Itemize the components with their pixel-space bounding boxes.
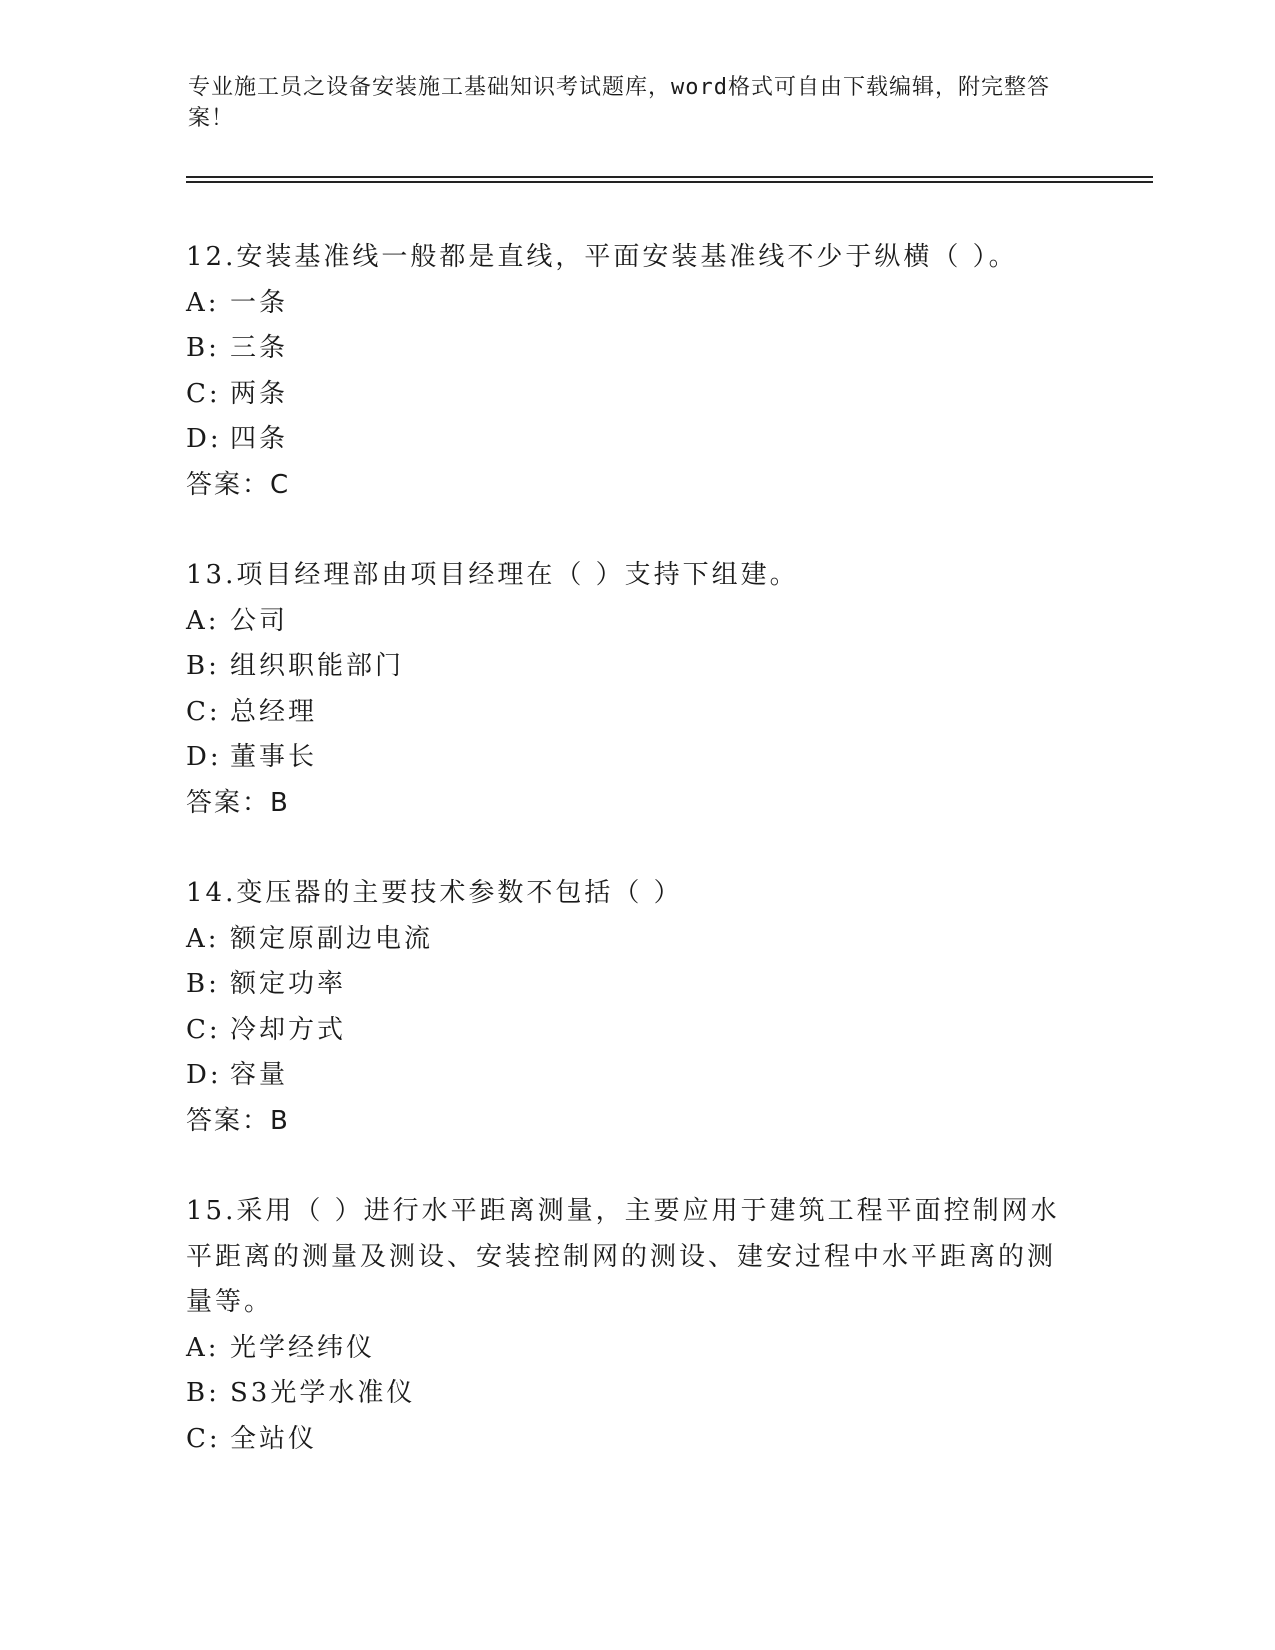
option-letter: A:	[186, 287, 220, 318]
option-letter: C:	[186, 1014, 221, 1045]
option-text: 公司	[230, 605, 289, 636]
option-c	[186, 1008, 1066, 1054]
option-letter: D:	[186, 742, 222, 772]
option-c	[186, 690, 1066, 736]
option-b	[186, 1371, 1066, 1417]
option-letter: A:	[186, 605, 220, 636]
option-text: 四条	[230, 424, 289, 454]
question-stem: 12.安装基准线一般都是直线，平面安装基准线不少于纵横（ ）。	[186, 242, 1018, 272]
question-12	[186, 235, 1066, 508]
option-text: 一条	[230, 287, 289, 318]
option-letter: C:	[186, 696, 221, 727]
option-d	[186, 735, 1066, 781]
option-text: 组织职能部门	[230, 651, 405, 681]
option-text: 三条	[230, 333, 289, 363]
option-letter: D:	[186, 1060, 222, 1090]
option-a	[186, 281, 1066, 327]
option-letter: B:	[186, 333, 220, 363]
option-text: 光学经纬仪	[230, 1332, 376, 1363]
option-text: 容量	[230, 1060, 289, 1090]
option-b	[186, 644, 1066, 690]
option-text: 额定原副边电流	[230, 923, 434, 954]
option-c	[186, 372, 1066, 418]
question-stem: 15.采用（ ）进行水平距离测量，主要应用于建筑工程平面控制网水平距离的测量及测设、安装控制网的测设、建安过程中水平距离的测量等。	[186, 1196, 1060, 1317]
question-13	[186, 553, 1066, 826]
option-text: 董事长	[230, 742, 318, 772]
header-text: 专业施工员之设备安装施工基础知识考试题库，word格式可自由下载编辑，附完整答案！	[188, 75, 1050, 131]
option-letter: C:	[186, 378, 221, 409]
option-d	[186, 1053, 1066, 1099]
option-letter: A:	[186, 923, 220, 954]
option-letter: C:	[186, 1423, 221, 1454]
option-text: 两条	[230, 378, 289, 409]
option-d	[186, 417, 1066, 463]
option-text: 总经理	[230, 696, 318, 727]
option-text: 额定功率	[230, 969, 347, 999]
option-text: 冷却方式	[230, 1014, 347, 1045]
option-a	[186, 917, 1066, 963]
header-divider-top	[186, 176, 1153, 178]
option-a	[186, 599, 1066, 645]
answer-line: 答案：B	[186, 787, 290, 818]
option-letter: B:	[186, 969, 220, 999]
option-b	[186, 326, 1066, 372]
option-a	[186, 1326, 1066, 1372]
option-letter: D:	[186, 424, 222, 454]
question-stem: 13.项目经理部由项目经理在（ ）支持下组建。	[186, 560, 799, 590]
question-stem: 14.变压器的主要技术参数不包括（ ）	[186, 878, 683, 908]
answer-line: 答案：B	[186, 1105, 290, 1136]
document-header	[188, 72, 1068, 134]
option-letter: B:	[186, 1378, 220, 1408]
option-b	[186, 962, 1066, 1008]
option-letter: B:	[186, 651, 220, 681]
question-15	[186, 1189, 1066, 1462]
option-c	[186, 1417, 1066, 1463]
header-divider-bottom	[186, 181, 1153, 183]
option-letter: A:	[186, 1332, 220, 1363]
answer-line: 答案：C	[186, 469, 291, 500]
option-text: 全站仪	[230, 1423, 318, 1454]
question-14	[186, 871, 1066, 1144]
option-text: S3光学水准仪	[230, 1378, 416, 1408]
